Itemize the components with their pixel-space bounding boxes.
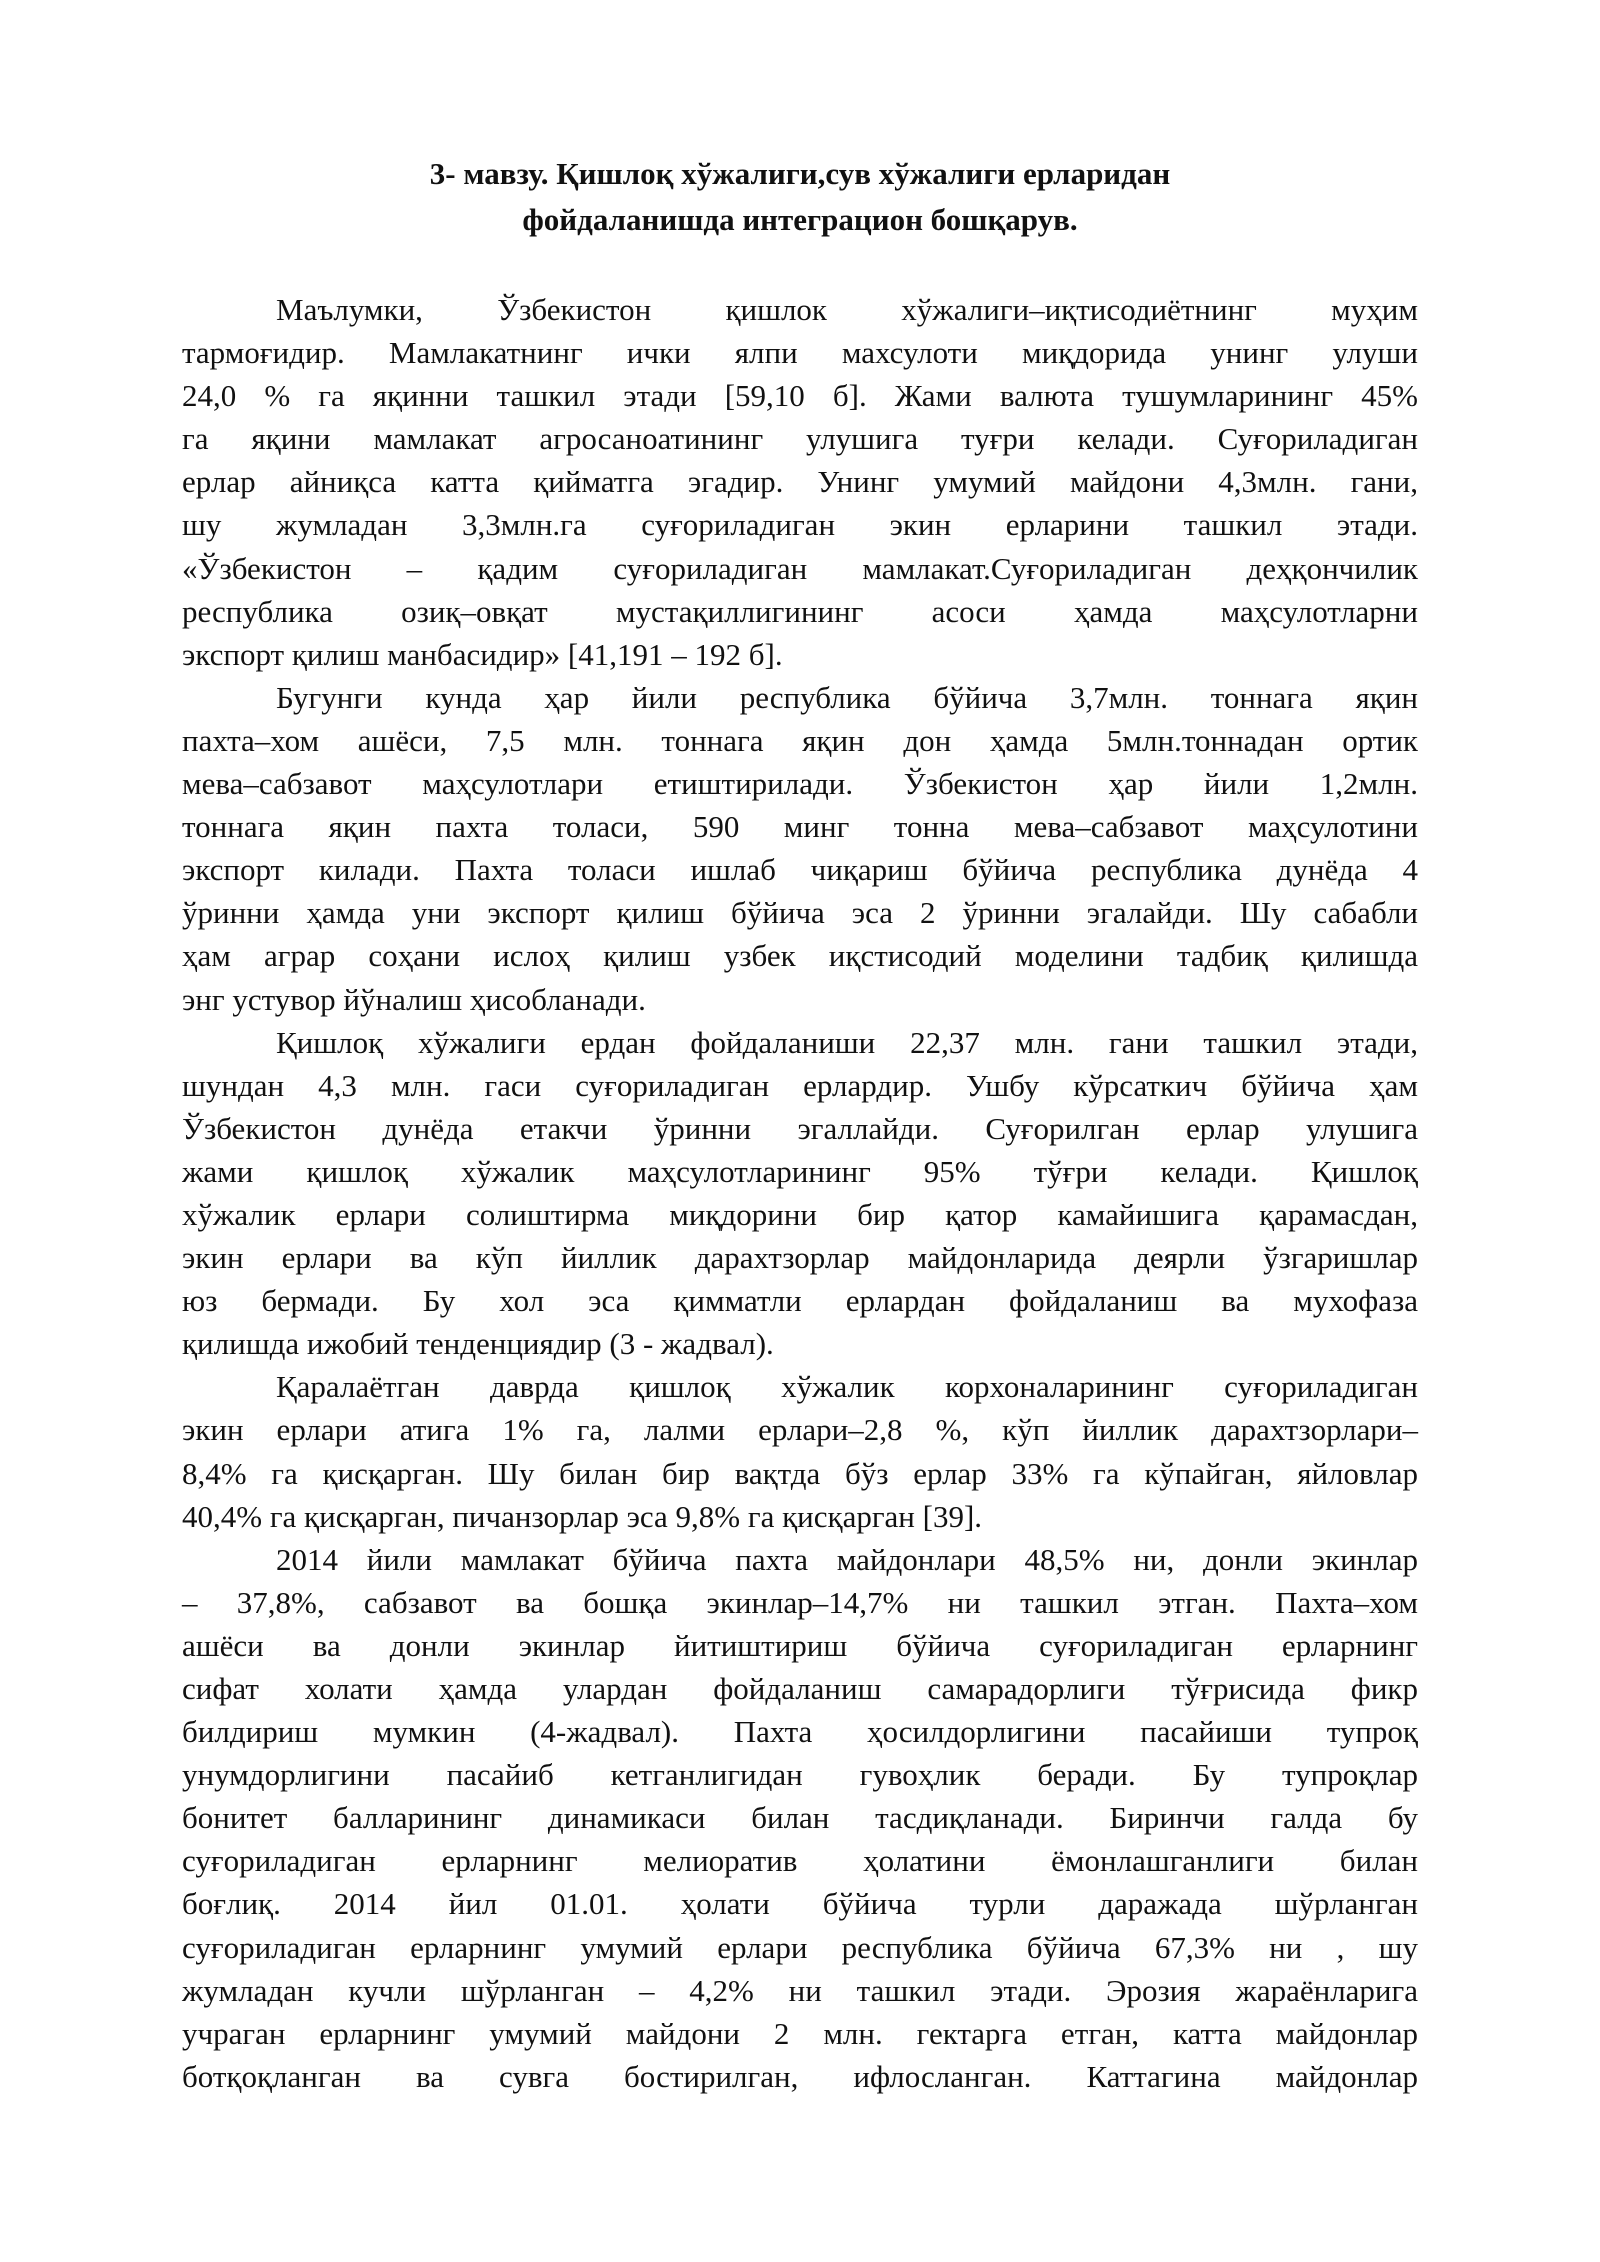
text-line: суғориладиган ерларнинг мелиоратив ҳолатини ёмонлашганлиги билан	[182, 1843, 1418, 1879]
text-line: ашёси ва донли экинлар йитиштириш бўйича суғориладиган ерларнинг	[182, 1627, 1418, 1663]
text-line: боғлиқ. 2014 йил 01.01. ҳолати бўйича турли даражада шўрланган	[182, 1886, 1418, 1922]
text-line: 40,4% га қисқарган, пичанзорлар эса 9,8% га қисқарган [39].	[182, 1498, 983, 1534]
text-line: унумдорлигини пасайиб кетганлигидан гувоҳлик беради. Бу тупроқлар	[182, 1757, 1418, 1793]
text-line: 24,0 % га яқинни ташкил этади [59,10 б]. Жами валюта тушумларининг 45%	[182, 378, 1418, 414]
text-line: 8,4% га қисқарган. Шу билан бир вақтда бўз ерлар 33% га кўпайган, яйловлар	[182, 1455, 1418, 1491]
text-line: ерлар айниқса катта қийматга эгадир. Унинг умумий майдони 4,3млн. гани,	[182, 464, 1418, 500]
text-line: жумладан кучли шўрланган – 4,2% ни ташкил этади. Эрозия жараёнларига	[182, 1972, 1418, 2008]
text-line: тоннага яқин пахта толаси, 590 минг тонна мева–сабзавот маҳсулотини	[182, 809, 1418, 845]
text-line: ҳам аграр соҳани ислоҳ қилиш узбек иқстисодий моделини тадбиқ қилишда	[182, 938, 1418, 974]
text-line: бонитет балларининг динамикаси билан тасдиқланади. Биринчи галда бу	[182, 1800, 1418, 1836]
text-line: экин ерлари ва кўп йиллик дарахтзорлар майдонларида деярли ўзгаришлар	[182, 1240, 1418, 1276]
text-line: экспорт қилиш манбасидир» [41,191 – 192 б].	[182, 636, 783, 672]
text-line: сифат холати ҳамда улардан фойдаланиш самарадорлиги тўғрисида фикр	[182, 1671, 1418, 1706]
text-line: учраган ерларнинг умумий майдони 2 млн. гектарга етган, катта майдонлар	[182, 2015, 1418, 2051]
text-line: – 37,8%, сабзавот ва бошқа экинлар–14,7% ни ташкил этган. Пахта–хом	[182, 1584, 1418, 1620]
text-line: шу жумладан 3,3млн.га суғориладиган экин ерларини ташкил этади.	[182, 507, 1418, 543]
text-line: Маълумки, Ўзбекистон қишлок хўжалиги–иқтисодиётнинг муҳим	[276, 292, 1418, 327]
text-line: хўжалик ерлари солиштирма миқдорини бир қатор камайишига қарамасдан,	[182, 1196, 1418, 1232]
text-line: 2014 йили мамлакат бўйича пахта майдонлари 48,5% ни, донли экинлар	[276, 1541, 1418, 1577]
text-line: республика озиқ–овқат мустақиллигининг асоси ҳамда маҳсулотларни	[182, 593, 1418, 629]
text-line: ботқоқланган ва сувга бостирилган, ифлосланган. Каттагина майдонлар	[182, 2058, 1418, 2094]
text-line: Бугунги кунда ҳар йили республика бўйича 3,7млн. тоннага яқин	[276, 679, 1418, 715]
page-title	[330, 151, 1270, 243]
text-line: мева–сабзавот маҳсулотлари етиштирилади. Ўзбекистон ҳар йили 1,2млн.	[182, 766, 1418, 802]
text-line: билдириш мумкин (4-жадвал). Пахта ҳосилдорлигини пасайиши тупроқ	[182, 1714, 1418, 1750]
text-line: Қишлоқ хўжалиги ердан фойдаланиши 22,37 млн. гани ташкил этади,	[276, 1024, 1418, 1060]
text-line: жами қишлоқ хўжалик маҳсулотларининг 95% тўғри келади. Қишлоқ	[182, 1153, 1418, 1189]
text-line: «Ўзбекистон – қадим суғориладиган мамлакат.Суғориладиган деҳқончилик	[182, 550, 1418, 586]
title-line: 3- мавзу. Қишлоқ хўжалиги,сув хўжалиги ерларидан	[429, 156, 1171, 191]
text-line: Қаралаётган даврда қишлоқ хўжалик корхоналарининг суғориладиган	[276, 1369, 1418, 1405]
text-line: экин ерлари атига 1% га, лалми ерлари–2,8 %, кўп йиллик дарахтзорлари–	[182, 1412, 1418, 1448]
text-line: қилишда ижобий тенденциядир (3 - жадвал).	[182, 1326, 774, 1362]
text-line: ўринни ҳамда уни экспорт қилиш бўйича эса 2 ўринни эгалайди. Шу сабабли	[182, 895, 1418, 931]
text-line: тармоғидир. Мамлакатнинг ички ялпи махсулоти миқдорида унинг улуши	[182, 335, 1418, 371]
text-line: экспорт килади. Пахта толаси ишлаб чиқариш бўйича республика дунёда 4	[182, 852, 1418, 888]
text-line: юз бермади. Бу хол эса қимматли ерлардан фойдаланиш ва мухофаза	[182, 1283, 1418, 1319]
text-line: пахта–хом ашёси, 7,5 млн. тоннага яқин дон ҳамда 5млн.тоннадан ортик	[182, 722, 1418, 758]
title-line: фойдаланишда интеграцион бошқарув.	[522, 202, 1078, 237]
body-text	[182, 288, 1418, 2098]
text-line: Ўзбекистон дунёда етакчи ўринни эгаллайди. Суғорилган ерлар улушига	[182, 1110, 1418, 1146]
text-line: шундан 4,3 млн. гаси суғориладиган ерлардир. Ушбу кўрсаткич бўйича ҳам	[182, 1067, 1418, 1103]
text-line: га яқини мамлакат агросаноатининг улушига туғри келади. Суғориладиган	[182, 421, 1418, 457]
text-line: суғориладиган ерларнинг умумий ерлари республика бўйича 67,3% ни , шу	[182, 1929, 1418, 1965]
text-line: энг устувор йўналиш ҳисобланади.	[182, 981, 646, 1017]
